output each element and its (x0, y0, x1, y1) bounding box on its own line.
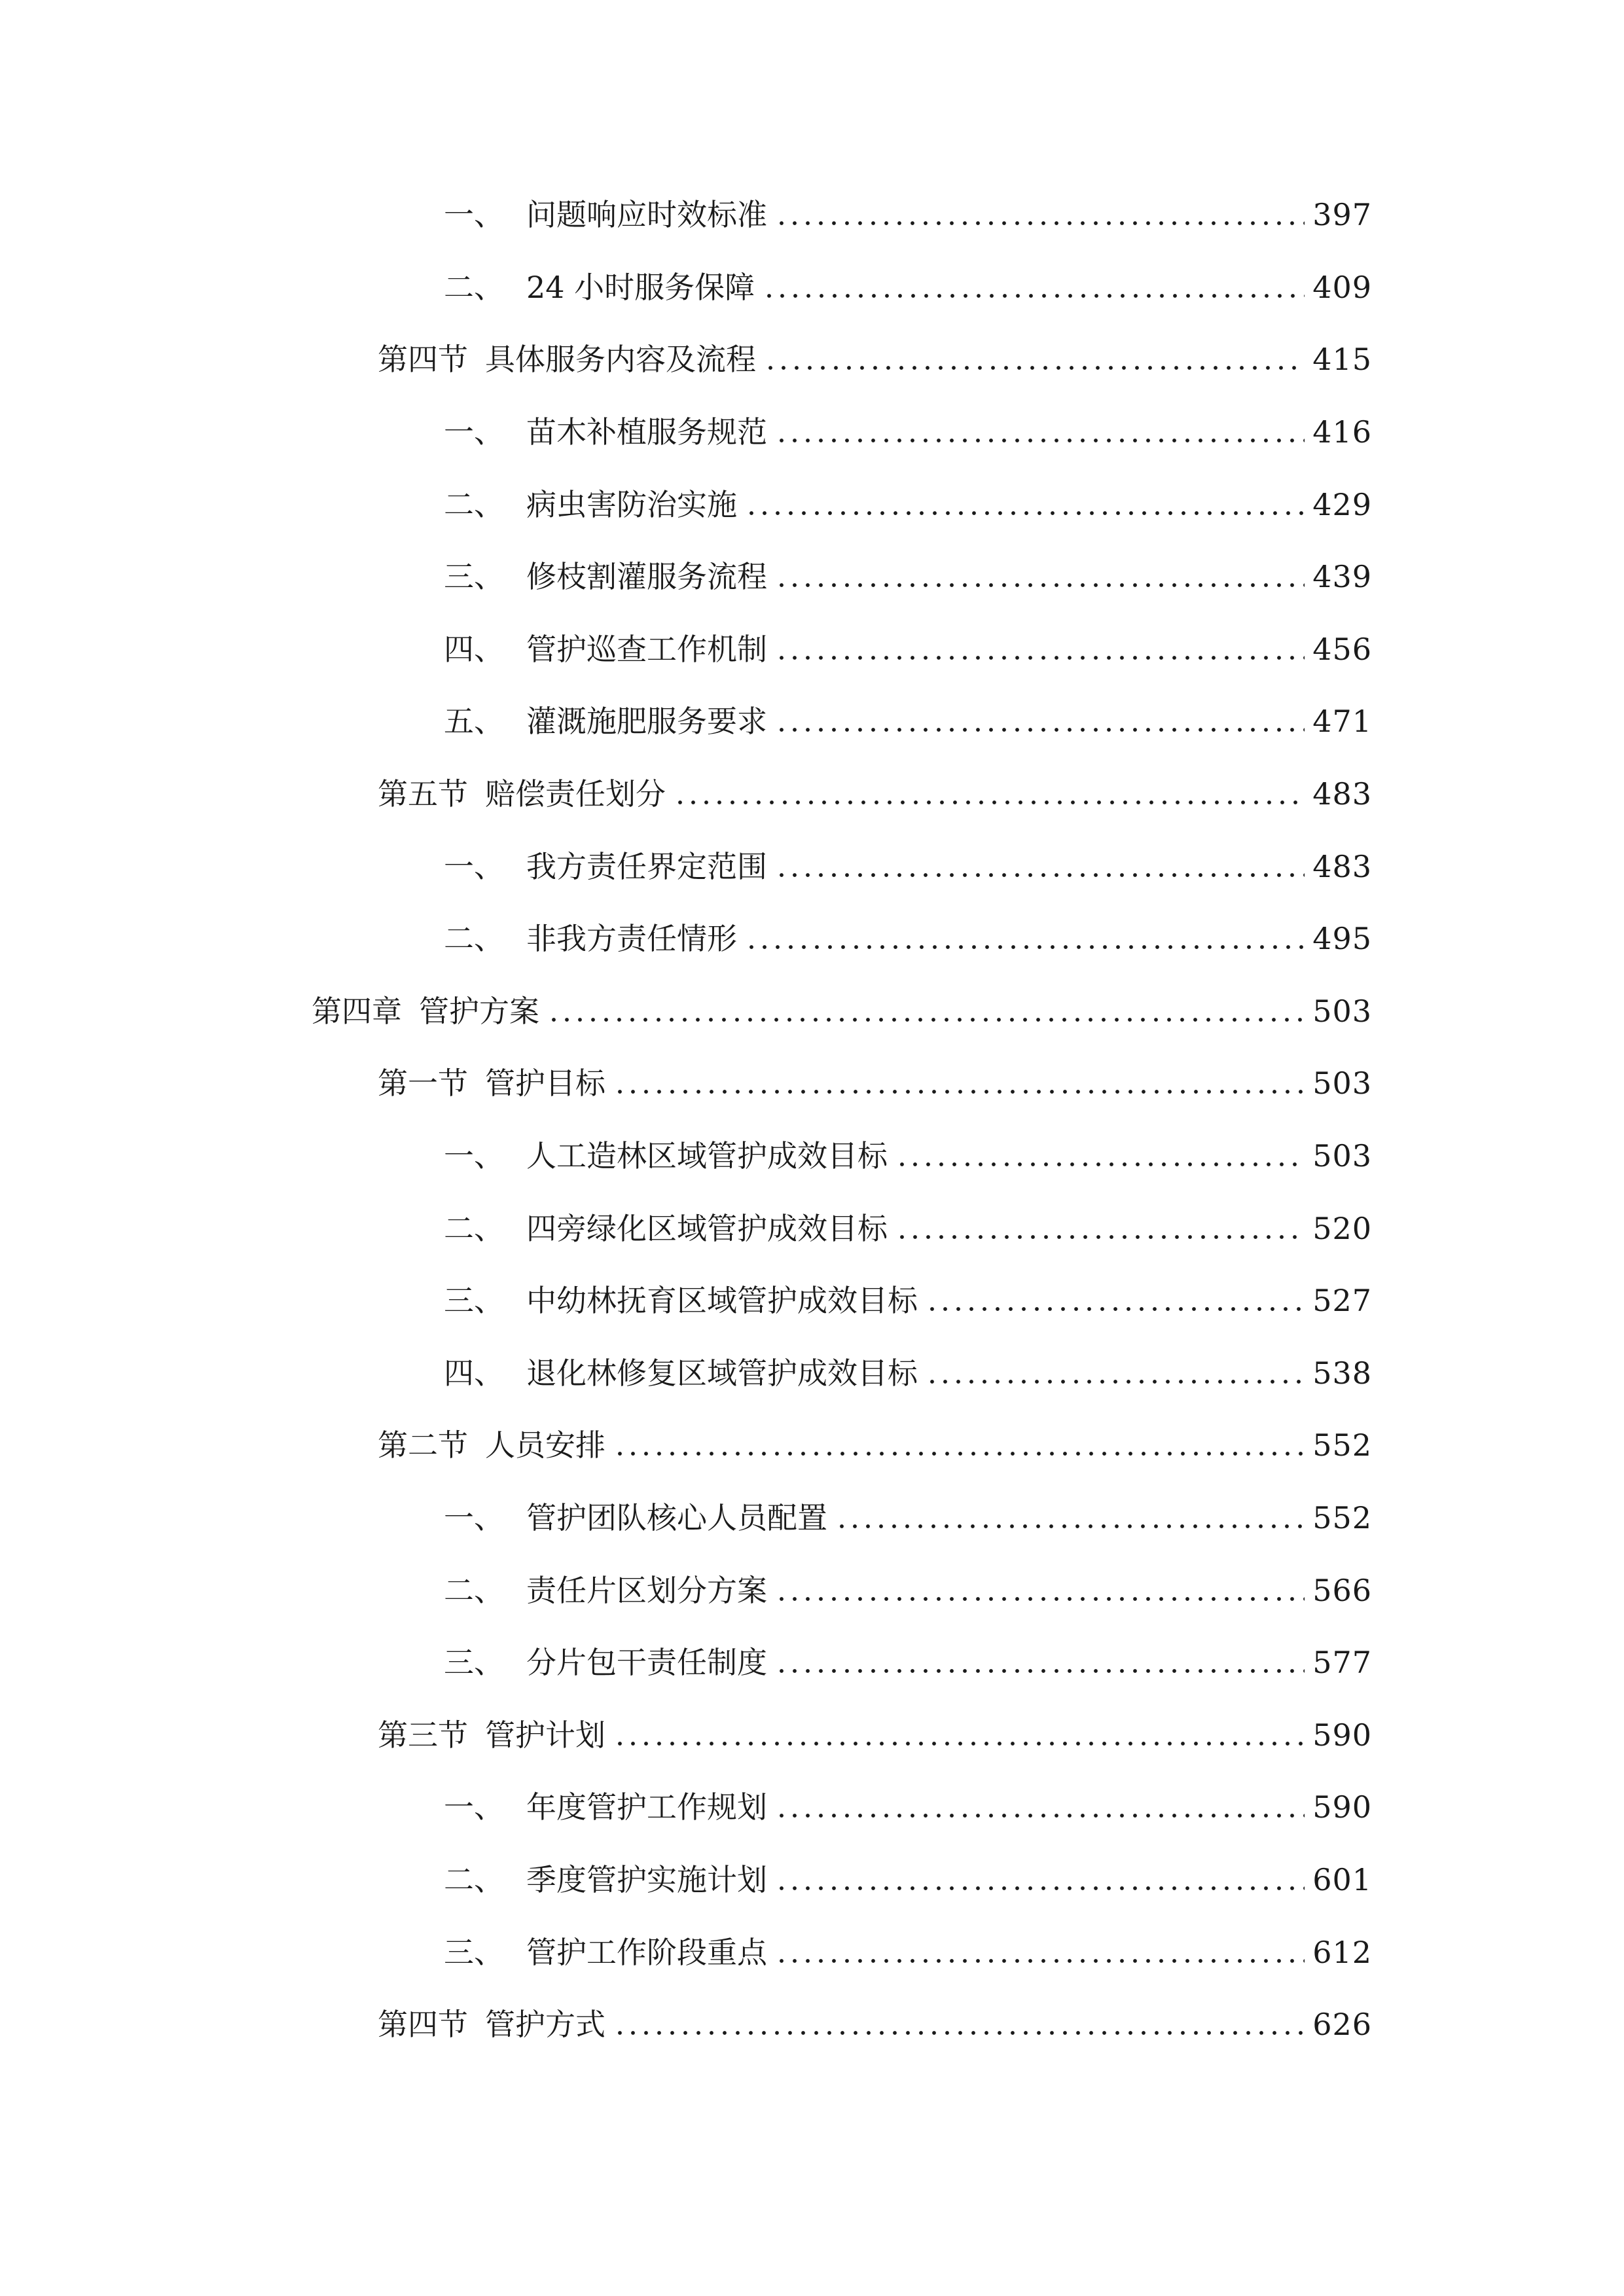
toc-entry-number: 第四节 (378, 2007, 468, 2043)
toc-entry-title: 中幼林抚育区域管护成效目标 (526, 1283, 918, 1319)
toc-page-number: 566 (1312, 1572, 1372, 1608)
toc-entry[interactable] (0, 903, 1624, 975)
toc-page-number: 415 (1312, 342, 1372, 378)
toc-page-number: 601 (1312, 1861, 1372, 1897)
toc-entry-number: 五、 (444, 704, 504, 740)
toc-dot-leader (835, 1503, 1305, 1533)
toc-page-number: 416 (1312, 414, 1372, 450)
toc-entry-number: 第二节 (378, 1427, 468, 1463)
toc-entry[interactable] (0, 1916, 1624, 1988)
toc-entry-title: 管护目标 (485, 1066, 605, 1102)
toc-page-number: 577 (1312, 1645, 1372, 1681)
toc-dot-leader (613, 2009, 1305, 2039)
toc-entry[interactable] (0, 975, 1624, 1048)
toc-entry[interactable] (0, 468, 1624, 541)
toc-page-number: 527 (1312, 1283, 1372, 1319)
toc-entry[interactable] (0, 758, 1624, 831)
toc-entry[interactable] (0, 1265, 1624, 1337)
toc-entry[interactable] (0, 1409, 1624, 1482)
toc-entry-title: 我方责任界定范围 (526, 848, 767, 884)
toc-dot-leader (613, 1720, 1305, 1750)
toc-page-number: 552 (1312, 1499, 1372, 1535)
toc-dot-leader (895, 1141, 1305, 1171)
toc-dot-leader (775, 417, 1305, 447)
toc-entry[interactable] (0, 1554, 1624, 1626)
toc-entry-title: 退化林修复区域管护成效目标 (526, 1355, 918, 1391)
toc-entry-title: 四旁绿化区域管护成效目标 (526, 1210, 888, 1246)
toc-entry-title: 病虫害防治实施 (526, 486, 737, 522)
toc-entry-title: 修枝割灌服务流程 (526, 559, 767, 595)
toc-page-number: 429 (1312, 486, 1372, 522)
toc-dot-leader (775, 1792, 1305, 1822)
toc-entry-title: 苗木补植服务规范 (526, 414, 767, 450)
toc-entry-number: 第一节 (378, 1066, 468, 1102)
toc-entry-number: 三、 (444, 559, 504, 595)
toc-entry[interactable] (0, 1626, 1624, 1699)
toc-entry-number: 三、 (444, 1645, 504, 1681)
toc-dot-leader (895, 1213, 1305, 1244)
toc-entry[interactable] (0, 251, 1624, 324)
toc-entry-title: 人工造林区域管护成效目标 (526, 1138, 888, 1174)
toc-page-number: 409 (1312, 269, 1372, 305)
toc-entry[interactable] (0, 1844, 1624, 1916)
toc-dot-leader (775, 1937, 1305, 1967)
toc-entry-number: 一、 (444, 197, 504, 233)
toc-page-number: 439 (1312, 559, 1372, 595)
toc-dot-leader (763, 272, 1305, 302)
toc-page-number: 590 (1312, 1789, 1372, 1825)
toc-entry-title: 季度管护实施计划 (526, 1861, 767, 1897)
toc-entry-title: 管护方式 (485, 2007, 605, 2043)
toc-entry[interactable] (0, 685, 1624, 758)
toc-page-number: 503 (1312, 993, 1372, 1029)
toc-dot-leader (745, 490, 1305, 520)
toc-entry-number: 第五节 (378, 776, 468, 812)
toc-dot-leader (775, 200, 1305, 230)
toc-entry-number: 四、 (444, 631, 504, 667)
toc-entry[interactable] (0, 1482, 1624, 1554)
toc-dot-leader (674, 779, 1305, 809)
toc-entry[interactable] (0, 1192, 1624, 1265)
toc-dot-leader (775, 1865, 1305, 1895)
toc-entry[interactable] (0, 1698, 1624, 1771)
toc-entry-title: 赔偿责任划分 (485, 776, 666, 812)
toc-entry-number: 二、 (444, 486, 504, 522)
toc-dot-leader (926, 1285, 1305, 1316)
toc-page-number: 612 (1312, 1934, 1372, 1970)
toc-dot-leader (764, 344, 1305, 374)
toc-page-number: 538 (1312, 1355, 1372, 1391)
toc-entry[interactable] (0, 1047, 1624, 1120)
toc-entry-number: 四、 (444, 1355, 504, 1391)
toc-dot-leader (547, 996, 1305, 1026)
toc-entry-number: 第四节 (378, 342, 468, 378)
toc-entry[interactable] (0, 1988, 1624, 2061)
toc-page-number: 626 (1312, 2007, 1372, 2043)
toc-page-number: 483 (1312, 848, 1372, 884)
toc-entry-title: 具体服务内容及流程 (485, 342, 756, 378)
toc-entry-number: 二、 (444, 1210, 504, 1246)
toc-entry-number: 二、 (444, 1572, 504, 1608)
toc-entry-title: 管护计划 (485, 1717, 605, 1753)
toc-entry-title: 非我方责任情形 (526, 921, 737, 957)
toc-entry-title: 问题响应时效标准 (526, 197, 767, 233)
toc-entry-title: 管护巡查工作机制 (526, 631, 767, 667)
toc-dot-leader (926, 1358, 1305, 1388)
toc-entry-number: 三、 (444, 1283, 504, 1319)
toc-entry-number: 一、 (444, 414, 504, 450)
toc-page-number: 590 (1312, 1717, 1372, 1753)
toc-dot-leader (775, 706, 1305, 736)
table-of-contents (0, 179, 1624, 2060)
toc-page-number: 552 (1312, 1427, 1372, 1463)
toc-dot-leader (775, 852, 1305, 882)
toc-entry-number: 二、 (444, 269, 504, 305)
toc-page-number: 495 (1312, 921, 1372, 957)
toc-entry[interactable] (0, 613, 1624, 686)
toc-page-number: 520 (1312, 1210, 1372, 1246)
toc-entry-title: 分片包干责任制度 (526, 1645, 767, 1681)
toc-dot-leader (775, 1575, 1305, 1605)
toc-entry-number: 一、 (444, 848, 504, 884)
toc-entry[interactable] (0, 1120, 1624, 1193)
toc-page-number: 456 (1312, 631, 1372, 667)
toc-entry-number: 一、 (444, 1789, 504, 1825)
toc-entry-number: 二、 (444, 1861, 504, 1897)
toc-entry[interactable] (0, 830, 1624, 903)
toc-dot-leader (775, 562, 1305, 592)
toc-entry-number: 第三节 (378, 1717, 468, 1753)
toc-entry-title: 管护方案 (419, 993, 539, 1029)
toc-entry[interactable] (0, 1771, 1624, 1844)
toc-entry[interactable] (0, 179, 1624, 251)
toc-entry-number: 一、 (444, 1499, 504, 1535)
toc-entry[interactable] (0, 541, 1624, 613)
toc-entry-title: 责任片区划分方案 (526, 1572, 767, 1608)
toc-entry-title: 管护工作阶段重点 (526, 1934, 767, 1970)
toc-entry[interactable] (0, 323, 1624, 396)
toc-entry-number: 一、 (444, 1138, 504, 1174)
toc-page-number: 483 (1312, 776, 1372, 812)
toc-entry-title: 灌溉施肥服务要求 (526, 704, 767, 740)
toc-dot-leader (613, 1068, 1305, 1098)
toc-dot-leader (775, 634, 1305, 664)
toc-entry-title: 人员安排 (485, 1427, 605, 1463)
toc-entry-title: 24 小时服务保障 (526, 269, 755, 305)
toc-entry-number: 第四章 (312, 993, 402, 1029)
toc-entry-title: 管护团队核心人员配置 (526, 1499, 827, 1535)
toc-dot-leader (745, 924, 1305, 954)
toc-page-number: 503 (1312, 1138, 1372, 1174)
toc-page-number: 503 (1312, 1066, 1372, 1102)
toc-page-number: 397 (1312, 197, 1372, 233)
toc-page-number: 471 (1312, 704, 1372, 740)
toc-entry-number: 二、 (444, 921, 504, 957)
toc-entry-number: 三、 (444, 1934, 504, 1970)
toc-entry[interactable] (0, 1337, 1624, 1410)
toc-dot-leader (613, 1430, 1305, 1460)
toc-dot-leader (775, 1647, 1305, 1677)
toc-entry-title: 年度管护工作规划 (526, 1789, 767, 1825)
toc-entry[interactable] (0, 396, 1624, 469)
